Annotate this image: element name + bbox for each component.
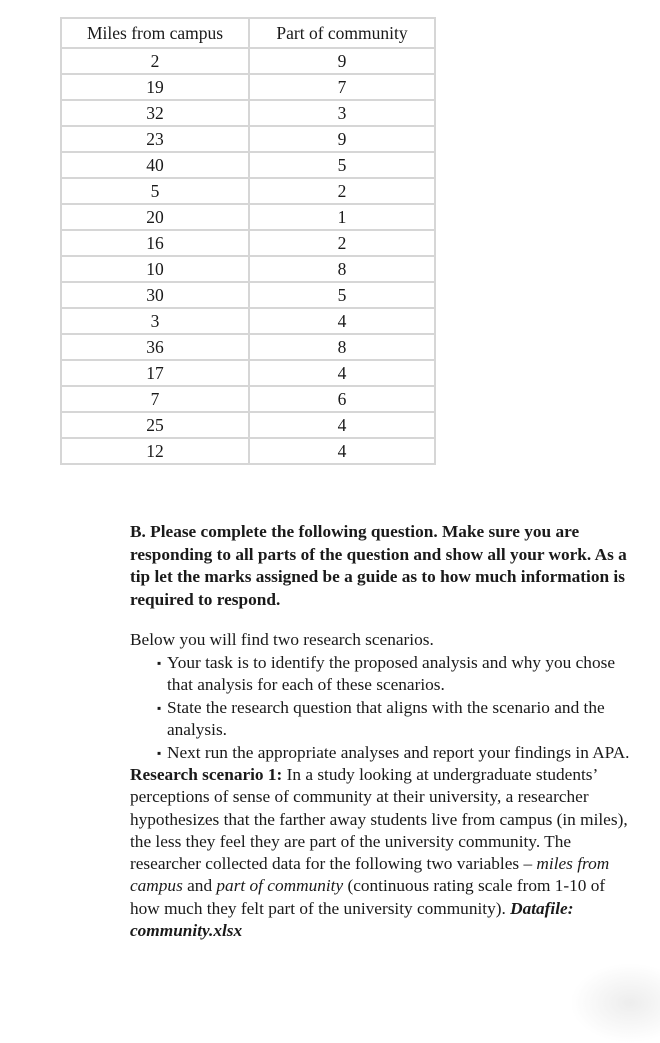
- community-cell: 3: [249, 100, 435, 126]
- community-cell: 9: [249, 126, 435, 152]
- task-list: [130, 652, 630, 765]
- scenario-text: (continuous rating scale from 1-10 of how much they felt part of the university community).: [130, 876, 606, 918]
- miles-cell: 19: [61, 74, 249, 100]
- task-text: Next run the appropriate analyses and report your findings in APA.: [167, 742, 630, 762]
- miles-cell: 30: [61, 282, 249, 308]
- scenario-text: and: [182, 876, 217, 896]
- community-cell: 5: [249, 282, 435, 308]
- section-b: [130, 521, 630, 942]
- miles-cell: 32: [61, 100, 249, 126]
- table-body: [61, 48, 435, 464]
- table-header-row: [61, 18, 435, 48]
- community-cell: 4: [249, 412, 435, 438]
- community-cell: 8: [249, 256, 435, 282]
- miles-cell: 5: [61, 178, 249, 204]
- datafile-name: community.xlsx: [130, 921, 243, 941]
- column-header-miles: Miles from campus: [61, 18, 249, 48]
- table-row: [61, 152, 435, 178]
- bullet-icon: ▪: [157, 745, 162, 760]
- task-list-item: [148, 697, 630, 742]
- table-row: [61, 100, 435, 126]
- scenario-label: Research scenario 1:: [130, 765, 283, 784]
- community-cell: 4: [249, 308, 435, 334]
- community-cell: 1: [249, 204, 435, 230]
- task-list-item: [148, 652, 630, 697]
- task-text: Your task is to identify the proposed analysis and why you chose that analysis for each of these scenarios.: [167, 652, 615, 694]
- miles-cell: 12: [61, 438, 249, 464]
- table-row: [61, 386, 435, 412]
- variable-community: part of community: [216, 876, 344, 896]
- table-row: [61, 178, 435, 204]
- table-row: [61, 230, 435, 256]
- miles-cell: 20: [61, 204, 249, 230]
- miles-cell: 3: [61, 308, 249, 334]
- table-row: [61, 334, 435, 360]
- miles-cell: 2: [61, 48, 249, 74]
- community-cell: 7: [249, 74, 435, 100]
- table-row: [61, 74, 435, 100]
- table-row: [61, 126, 435, 152]
- bullet-icon: ▪: [157, 700, 162, 715]
- table-row: [61, 256, 435, 282]
- table-row: [61, 48, 435, 74]
- miles-cell: 16: [61, 230, 249, 256]
- task-list-item: [148, 742, 630, 765]
- miles-cell: 10: [61, 256, 249, 282]
- miles-cell: 36: [61, 334, 249, 360]
- section-b-instructions: B. Please complete the following question. Make sure you are responding to all parts of the question and show all your work. As a tip let the marks assigned be a guide as to how much information is required to respond.: [130, 522, 627, 609]
- miles-cell: 7: [61, 386, 249, 412]
- community-cell: 2: [249, 230, 435, 256]
- task-text: State the research question that aligns with the scenario and the analysis.: [167, 697, 605, 739]
- data-table: [60, 17, 436, 465]
- table-row: [61, 360, 435, 386]
- miles-cell: 25: [61, 412, 249, 438]
- miles-cell: 23: [61, 126, 249, 152]
- bullet-icon: ▪: [157, 655, 162, 670]
- community-cell: 4: [249, 360, 435, 386]
- community-cell: 5: [249, 152, 435, 178]
- community-cell: 9: [249, 48, 435, 74]
- table-row: [61, 412, 435, 438]
- table-row: [61, 204, 435, 230]
- miles-cell: 17: [61, 360, 249, 386]
- community-cell: 2: [249, 178, 435, 204]
- community-cell: 4: [249, 438, 435, 464]
- community-cell: 8: [249, 334, 435, 360]
- table-row: [61, 438, 435, 464]
- community-cell: 6: [249, 386, 435, 412]
- miles-cell: 40: [61, 152, 249, 178]
- page-curl-shadow: [570, 963, 660, 1043]
- variable-miles: miles from campus: [130, 854, 610, 896]
- scenario-text: In a study looking at undergraduate students’ perceptions of sense of community at their university, a researcher hypothesizes that the farther away students live from campus (in miles), the less they feel they are part of the university community. The researcher collected data for the following two variables –: [130, 765, 628, 874]
- datafile-label: Datafile:: [510, 898, 574, 918]
- intro-text: Below you will find two research scenarios.: [130, 630, 434, 649]
- table-row: [61, 308, 435, 334]
- column-header-community: Part of community: [249, 18, 435, 48]
- research-scenario-1: [130, 764, 630, 942]
- table-row: [61, 282, 435, 308]
